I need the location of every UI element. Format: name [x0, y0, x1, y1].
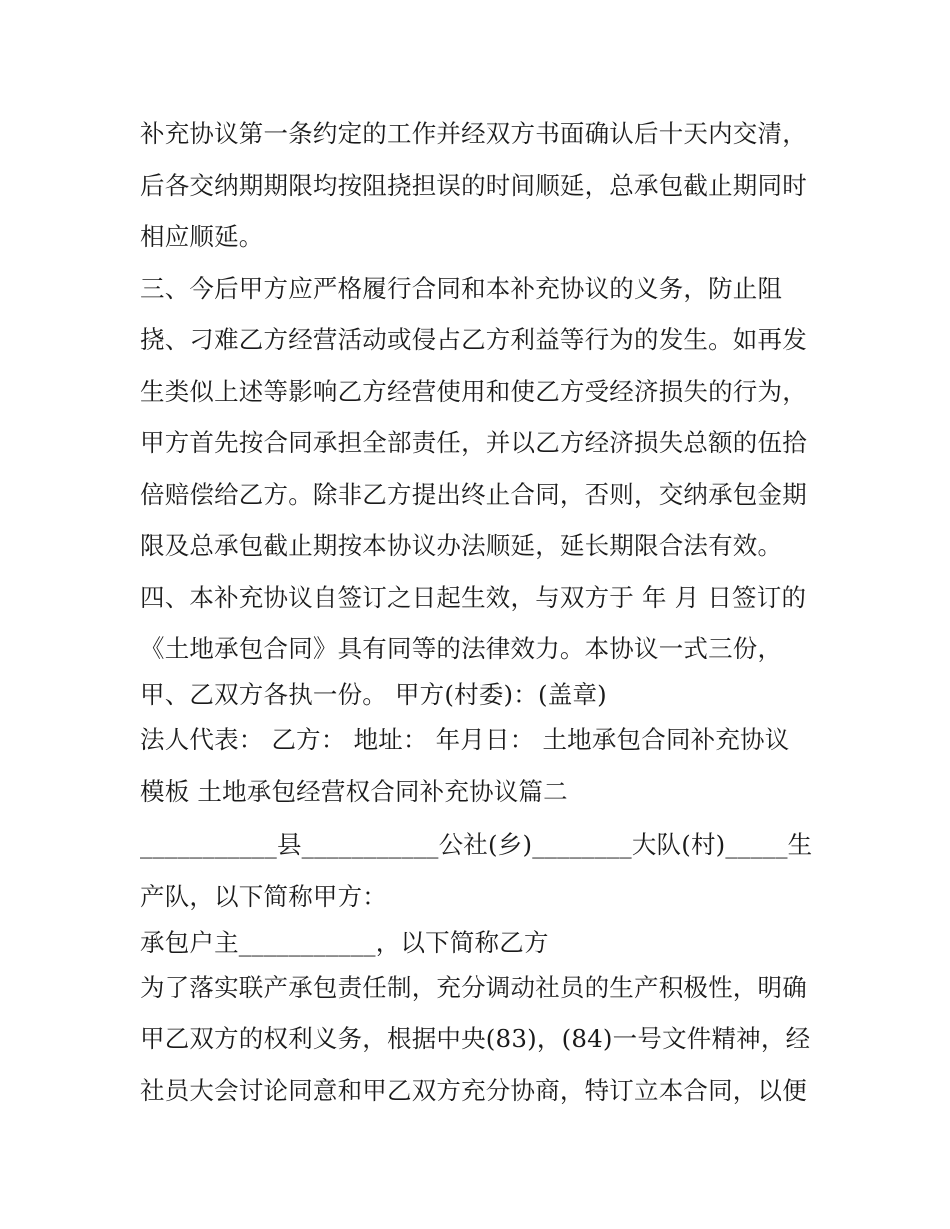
- text-line: 法人代表： 乙方： 地址： 年月日： 土地承包合同补充协议: [140, 724, 790, 754]
- text-line: 相应顺延。: [140, 222, 264, 251]
- text-line: 挠、刁难乙方经营活动或侵占乙方利益等行为的发生。如再发: [140, 325, 807, 354]
- text-line: ___________县___________公社(乡)________大队(村)_____生: [140, 830, 813, 859]
- text-line: 限及总承包截止期按本协议办法顺延，延长期限合法有效。: [140, 531, 783, 560]
- text-line: 生类似上述等影响乙方经营使用和使乙方受经济损失的行为，: [140, 376, 807, 406]
- text-line: 后各交纳期期限均按阻挠担误的时间顺延，总承包截止期同时: [140, 170, 807, 200]
- text-line: 模板 土地承包经营权合同补充协议篇二: [140, 777, 568, 806]
- text-line: 甲乙双方的权利义务，根据中央(83)，(84)一号文件精神，经: [140, 1024, 811, 1053]
- text-line: 承包户主___________，以下简称乙方: [140, 927, 549, 957]
- text-line: 社员大会讨论同意和甲乙双方充分协商，特订立本合同，以便: [140, 1075, 807, 1105]
- text-line: 产队，以下简称甲方：: [140, 882, 387, 911]
- document-body: [140, 108, 820, 1116]
- text-line: 甲、乙双方各执一份。 甲方(村委)：(盖章): [140, 679, 607, 709]
- text-line: 三、今后甲方应严格履行合同和本补充协议的义务，防止阻: [140, 273, 783, 303]
- text-line: 《土地承包合同》具有同等的法律效力。本协议一式三份，: [140, 634, 783, 663]
- text-line: 四、本补充协议自签订之日起生效，与双方于 年 月 日签订的: [140, 582, 807, 612]
- text-line: 倍赔偿给乙方。除非乙方提出终止合同，否则，交纳承包金期: [140, 479, 807, 509]
- text-line: 甲方首先按合同承担全部责任，并以乙方经济损失总额的伍拾: [140, 428, 807, 457]
- text-line: 补充协议第一条约定的工作并经双方书面确认后十天内交清，: [140, 119, 807, 148]
- text-line: 为了落实联产承包责任制，充分调动社员的生产积极性，明确: [140, 972, 807, 1002]
